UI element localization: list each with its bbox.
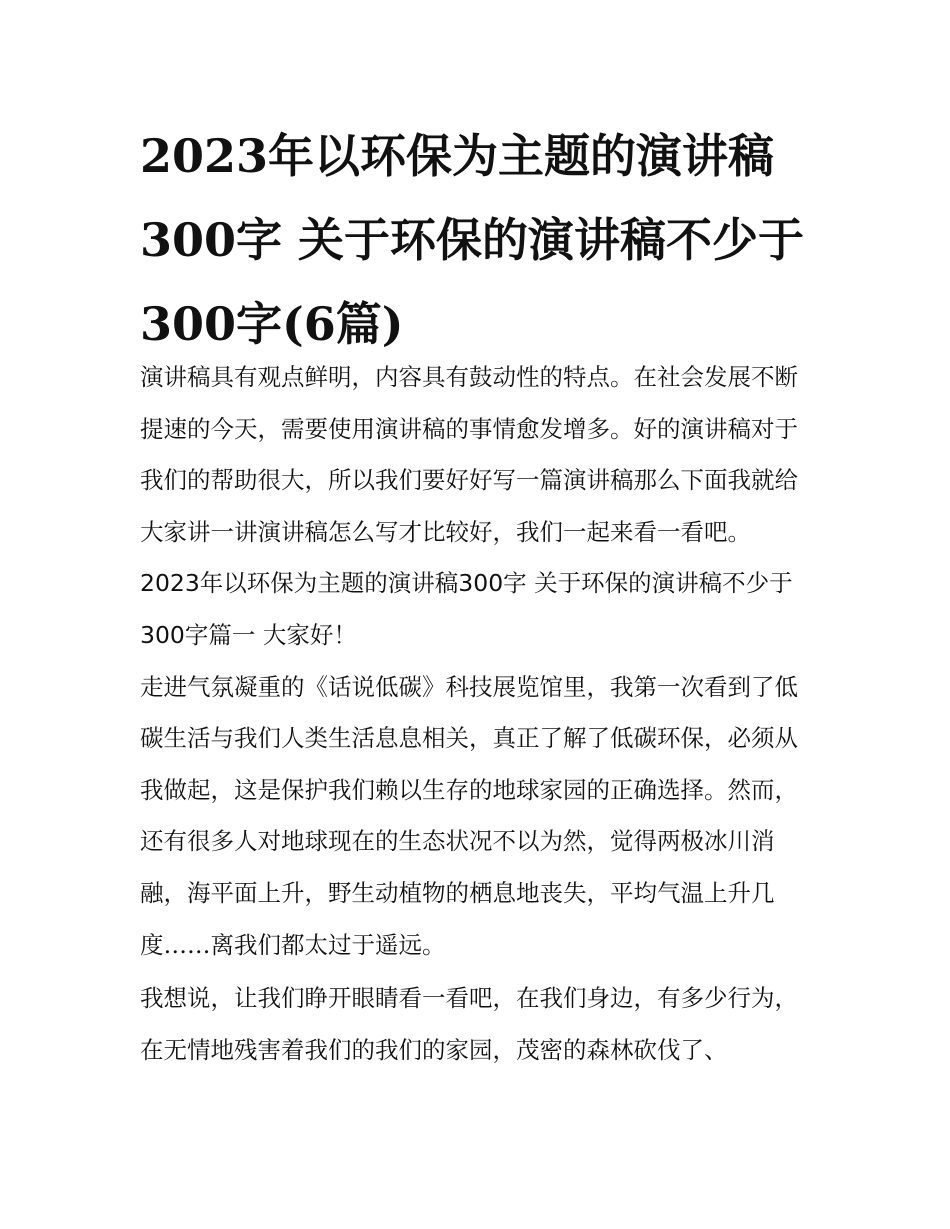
body-paragraph: 我想说，让我们睁开眼睛看一看吧，在我们身边，有多少行为，在无情地残害着我们的我们的家园，茂密的森林砍伐了、 [140, 984, 798, 1064]
section-heading-paragraph: 2023年以环保为主题的演讲稿300字 关于环保的演讲稿不少于300字篇一 大家好！ [140, 569, 793, 649]
document-body [140, 352, 820, 1076]
body-paragraph: 走进气氛凝重的《话说低碳》科技展览馆里，我第一次看到了低碳生活与我们人类生活息息相关，真正了解了低碳环保，必须从我做起，这是保护我们赖以生存的地球家园的正确选择。然而，还有很多人对地球现在的生态状况不以为然，觉得两极冰川消融，海平面上升，野生动植物的栖息地丧失，平均气温上升几度……离我们都太过于遥远。 [140, 672, 798, 959]
intro-paragraph: 演讲稿具有观点鲜明，内容具有鼓动性的特点。在社会发展不断提速的今天，需要使用演讲稿的事情愈发增多。好的演讲稿对于我们的帮助很大，所以我们要好好写一篇演讲稿那么下面我就给大家讲一讲演讲稿怎么写才比较好，我们一起来看一看吧。 [140, 363, 798, 546]
document-title: 2023年以环保为主题的演讲稿300字 关于环保的演讲稿不少于300字(6篇) [140, 129, 805, 351]
